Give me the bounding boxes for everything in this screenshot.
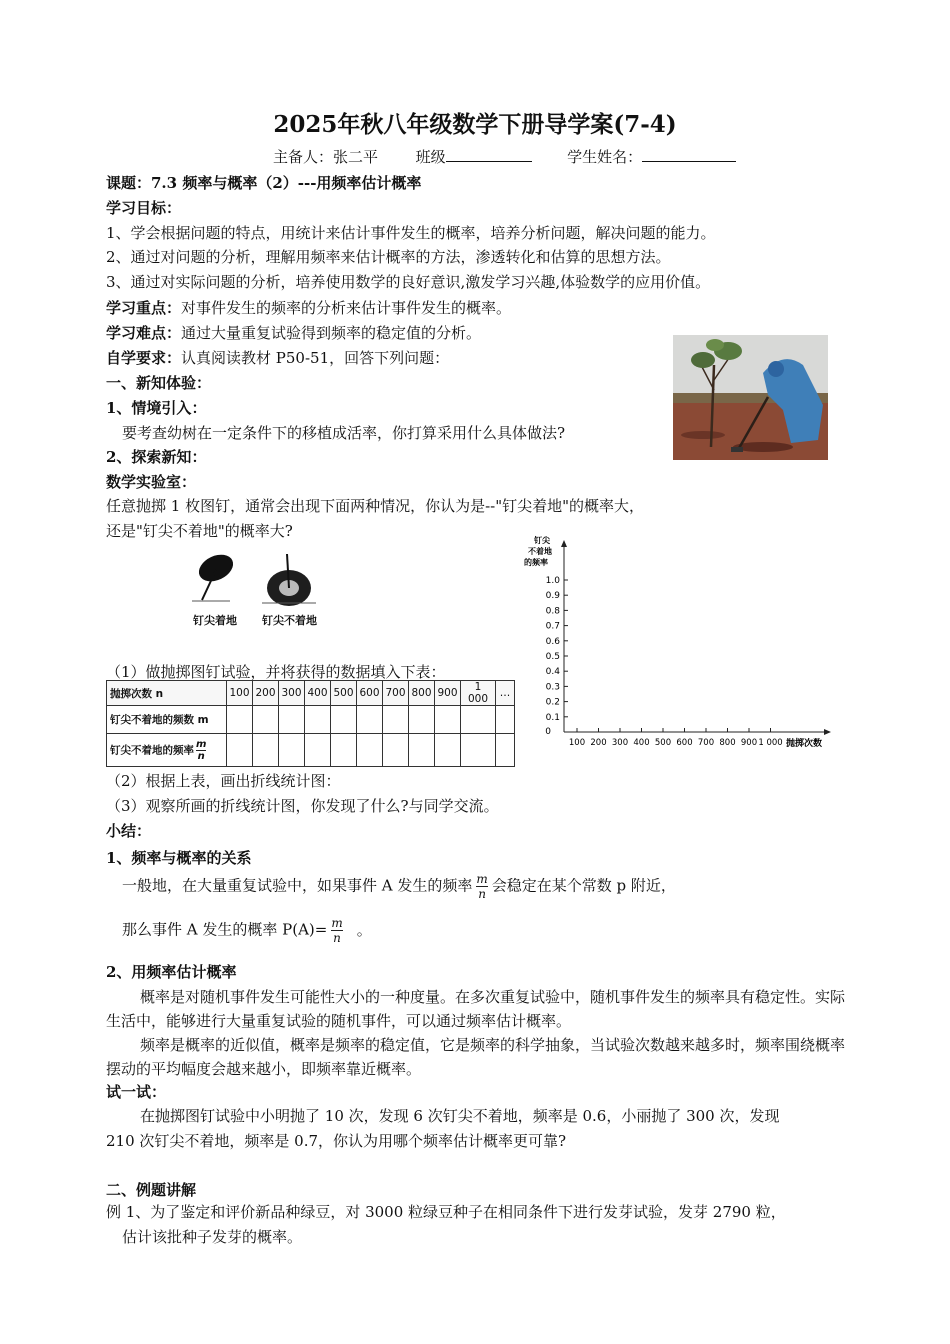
frac-den: n [478,887,486,901]
student-blank [642,147,736,162]
x-tick-label: 600 [676,738,693,748]
frac-num: m [331,916,343,930]
summary-2-para-1: 概率是对随机事件发生可能性大小的一种度量。在多次重复试验中，随机事件发生的频率具有稳定性。实际生活中，能够进行大量重复试验的随机事件，可以通过频率估计概率。 [106,988,846,1030]
key-label: 学习重点： [106,299,182,317]
frequency-chart [520,534,840,754]
example-1-line1: 例 1、为了鉴定和评价新品种绿豆，对 3000 粒绿豆种子在相同条件下进行发芽试验，发芽 2790 粒， [106,1203,786,1221]
self-label: 自学要求： [106,349,182,367]
tree-planting-photo [673,335,828,460]
y-tick-label: 0 [545,727,551,737]
chart-ylabel-line3: 的频率 [524,558,548,567]
table-header-label: 抛掷次数 n [107,681,227,706]
fraction [476,872,487,901]
y-tick-label: 0.9 [545,591,560,602]
class-blank [446,147,532,162]
table-cell[interactable] [435,734,461,767]
lab-heading: 数学实验室： [106,473,197,491]
table-cell[interactable] [279,706,305,734]
pin-tip-down-icon [192,550,237,601]
key-text: 对事件发生的频率的分析来估计事件发生的概率。 [181,299,512,317]
table-cell[interactable] [409,734,435,767]
table-cell[interactable] [357,706,383,734]
y-tick-label: 1.0 [545,576,560,586]
chart-ylabel-line1: 钉尖 [534,536,550,545]
pin-label-tip-up: 钉尖不着地 [262,614,317,627]
x-tick-label: 700 [697,738,715,748]
row-label-text: 钉尖不着地的频率 [110,744,194,756]
summary-1-line2 [122,916,372,945]
example-1-line2: 估计该批种子发芽的概率。 [122,1228,303,1246]
frac-den: n [333,931,341,945]
table-cell[interactable] [409,706,435,734]
lesson-topic: 课题：7.3 频率与概率（2）---用频率估计概率 [106,174,422,192]
table-cell[interactable] [305,734,331,767]
y-tick-label: 0.5 [545,652,560,662]
y-tick-label: 0.4 [545,667,560,678]
x-tick-label: 900 [740,738,758,748]
explore-heading: 2、探索新知： [106,448,207,466]
table-cell[interactable] [227,706,253,734]
lab-text-1: 任意抛掷 1 枚图钉，通常会出现下面两种情况，你认为是--"钉尖着地"的概率大， [106,497,645,515]
self-text: 认真阅读教材 P50-51，回答下列问题： [181,349,450,367]
y-tick-label: 0.1 [545,712,560,723]
self-study [106,347,449,368]
difficulty-label: 学习难点： [106,324,182,342]
step-1: （1）做抛掷图钉试验，并将获得的数据填入下表： [106,663,446,681]
table-col: 400 [305,681,331,706]
practice-heading: 试一试： [106,1083,167,1101]
practice-text-2: 210 次钉尖不着地，频率是 0.7，你认为用哪个频率估计概率更可靠? [106,1132,567,1150]
goal-3: 3、通过对实际问题的分析，培养使用数学的良好意识,激发学习兴趣,体验数学的应用价值。 [106,273,711,291]
section1-heading: 一、新知体验： [106,374,212,392]
step-3: （3）观察所画的折线统计图，你发现了什么?与同学交流。 [106,797,499,815]
lab-text-2: 还是"钉尖不着地"的概率大? [106,522,293,540]
pin-tip-up-icon [262,554,316,606]
table-cell[interactable] [383,734,409,767]
x-tick-label: 100 [568,738,586,748]
frac-num: m [196,738,207,750]
table-col: 100 [227,681,253,706]
table-cell[interactable] [383,706,409,734]
table-cell[interactable] [305,706,331,734]
table-cell[interactable] [357,734,383,767]
table-col: 1 000 [461,681,496,706]
table-row [107,706,515,734]
frac-num: m [476,872,488,886]
frac-den: n [197,750,205,762]
x-tick-label: 200 [590,738,607,748]
x-tick-label: 1 000 [758,738,783,748]
s1-text-c: 那么事件 A 发生的概率 P(A)= [122,920,328,939]
scenario-text: 要考查幼树在一定条件下的移植成活率，你打算采用什么具体做法? [122,424,566,442]
table-cell[interactable] [253,706,279,734]
meta-line [273,146,736,167]
y-tick-label: 0.2 [545,697,560,708]
student-label: 学生姓名： [567,148,643,166]
page-title: 2025年秋八年级数学下册导学案(7-4) [273,111,677,138]
x-tick-label: 400 [633,738,650,748]
summary-2-heading: 2、用频率估计概率 [106,963,237,981]
table-row [107,734,515,767]
table-cell[interactable] [435,706,461,734]
x-axis-arrow-icon [824,729,831,735]
table-cell[interactable] [461,706,496,734]
summary-2-para-2: 频率是概率的近似值，概率是频率的稳定值，它是频率的科学抽象，当试验次数越来越多时，频率围绕概率摆动的平均幅度会越来越小，即频率靠近概率。 [106,1036,846,1078]
key-point [106,297,511,318]
table-col: 300 [279,681,305,706]
table-cell[interactable] [279,734,305,767]
table-row [107,681,515,706]
goal-1: 1、学会根据问题的特点，用统计来估计事件发生的概率，培养分析问题，解决问题的能力。 [106,224,716,242]
y-tick-label: 0.8 [545,606,560,617]
fraction [331,916,342,945]
s1-text-d: 。 [356,920,372,939]
chart-xlabel: 抛掷次数 [786,739,823,749]
table-cell[interactable] [331,734,357,767]
table-col: 600 [357,681,383,706]
chart-ylabel-line2: 不着地 [528,547,552,556]
table-col: 200 [253,681,279,706]
table-cell[interactable] [496,734,515,767]
summary-1-line1 [122,872,676,901]
table-cell[interactable] [496,706,515,734]
table-cell[interactable] [227,734,253,767]
table-col: 500 [331,681,357,706]
difficulty [106,322,481,343]
table-col: 700 [383,681,409,706]
fraction [196,739,206,762]
class-label: 班级 [415,148,446,166]
y-tick-label: 0.7 [545,621,560,632]
y-axis-arrow-icon [561,540,567,547]
table-col: … [496,681,515,706]
x-tick-label: 300 [611,738,629,748]
section2-heading: 二、例题讲解 [106,1181,197,1199]
table-cell[interactable] [253,734,279,767]
table-cell[interactable] [331,706,357,734]
pin-label-tip-down: 钉尖着地 [193,614,237,627]
difficulty-text: 通过大量重复试验得到频率的稳定值的分析。 [181,324,482,342]
s1-text-a: 一般地，在大量重复试验中，如果事件 A 发生的频率 [122,876,473,895]
x-tick-label: 800 [719,738,736,748]
goal-2: 2、通过对问题的分析，理解用频率来估计概率的方法，渗透转化和估算的思想方法。 [106,248,671,266]
goals-heading: 学习目标： [106,199,182,217]
table-col: 800 [409,681,435,706]
scenario-heading: 1、情境引入： [106,399,207,417]
data-table [106,680,515,767]
table-cell[interactable] [461,734,496,767]
x-tick-label: 500 [654,738,672,748]
summary-1-heading: 1、频率与概率的关系 [106,849,252,867]
s1-text-b: 会稳定在某个常数 p 附近， [491,876,676,895]
table-col: 900 [435,681,461,706]
row-label-frequency-count: 钉尖不着地的频数 m [107,706,227,734]
y-tick-label: 0.6 [545,636,560,647]
summary-heading: 小结： [106,822,152,840]
step-2: （2）根据上表，画出折线统计图： [106,772,341,790]
practice-text-1: 在抛掷图钉试验中小明抛了 10 次，发现 6 次钉尖不着地，频率是 0.6，小丽抛了 300 次，发现 [140,1107,780,1125]
row-label-frequency-rate [107,734,227,767]
preparer-label: 主备人：张二平 [273,148,379,166]
y-tick-label: 0.3 [545,682,560,693]
